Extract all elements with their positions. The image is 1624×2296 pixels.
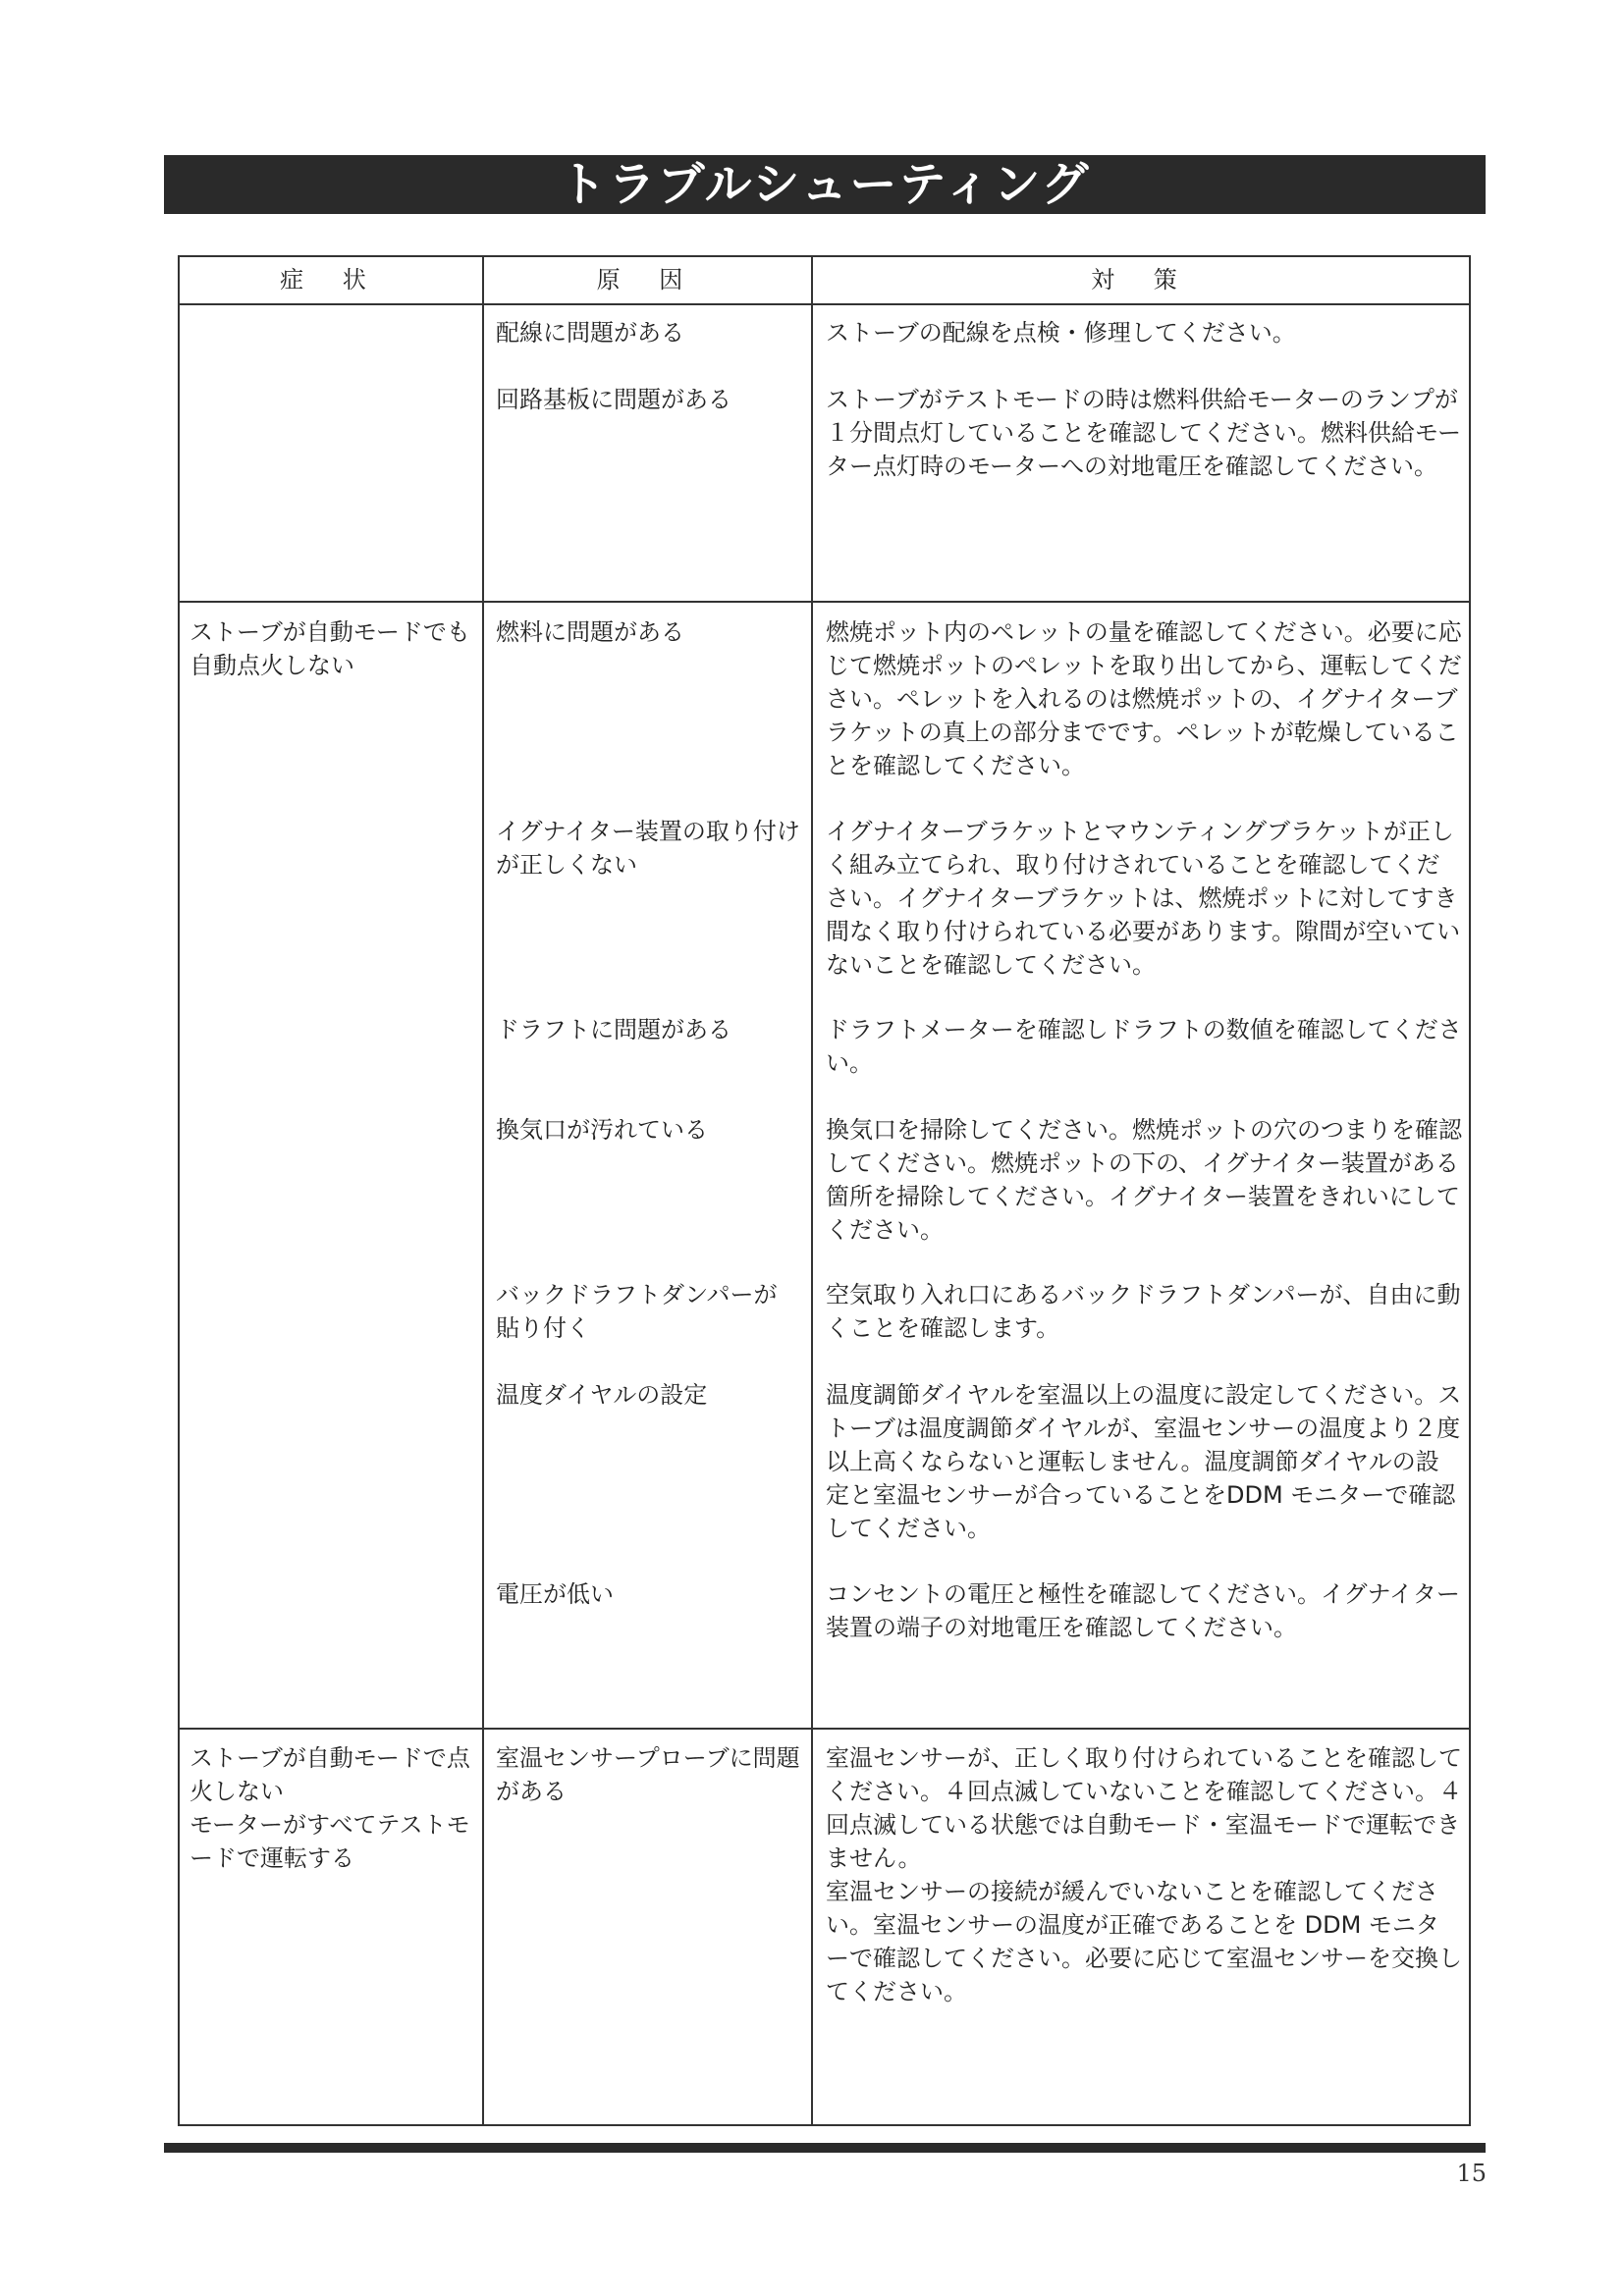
remedy-cell: 温度調節ダイヤルを室温以上の温度に設定してください。ストーブは温度調節ダイヤルが、室温センサーの温度より２度以上高くならないと運転しません。温度調節ダイヤルの設定と室温センサーが合っていることをDDM モニターで確認してください。: [826, 1381, 1462, 1542]
cause-cell: イグナイター装置の取り付けが正しくない: [496, 818, 800, 879]
cause-cell: 室温センサープローブに問題がある: [496, 1744, 800, 1805]
cause-cell: 温度ダイヤルの設定: [496, 1381, 708, 1409]
cause-cell: 配線に問題がある: [496, 319, 684, 347]
cause-cell: 換気口が汚れている: [496, 1116, 708, 1144]
remedy-cell: コンセントの電圧と極性を確認してください。イグナイター装置の端子の対地電圧を確認してください。: [826, 1580, 1460, 1641]
column-divider: [482, 257, 484, 2124]
row-divider: [180, 1728, 1469, 1730]
remedy-cell: 室温センサーが、正しく取り付けられていることを確認してください。４回点滅していないことを確認してください。４回点滅している状態では自動モード・室温モードで運転できません。 室温センサーの接続が緩んでいないことを確認してください。室温センサーの温度が正確であることを DDM モニターで確認してください。必要に応じて室温センサーを交換してください。: [826, 1744, 1462, 2005]
remedy-cell: ストーブの配線を点検・修理してください。: [826, 319, 1296, 347]
remedy-cell: ストーブがテストモードの時は燃料供給モーターのランプが１分間点灯していることを確認してください。燃料供給モーター点灯時のモーターへの対地電圧を確認してください。: [826, 386, 1462, 480]
header-symptom: 症 状: [280, 266, 382, 294]
column-divider: [811, 257, 813, 2124]
page-title: トラブルシューティング: [559, 157, 1091, 212]
cause-cell: 電圧が低い: [496, 1580, 614, 1608]
row-divider: [180, 601, 1469, 603]
footer-bar: [164, 2143, 1486, 2153]
cause-cell: ドラフトに問題がある: [496, 1016, 731, 1043]
remedy-cell: 燃焼ポット内のペレットの量を確認してください。必要に応じて燃焼ポットのペレットを取り出してから、運転してください。ペレットを入れるのは燃焼ポットの、イグナイターブラケットの真上の部分までです。ペレットが乾燥していることを確認してください。: [826, 618, 1462, 779]
cause-cell: バックドラフトダンパーが貼り付く: [496, 1281, 778, 1342]
remedy-cell: イグナイターブラケットとマウンティングブラケットが正しく組み立てられ、取り付けされていることを確認してください。イグナイターブラケットは、燃焼ポットに対してすき間なく取り付けられている必要があります。隙間が空いていないことを確認してください。: [826, 818, 1461, 979]
remedy-cell: ドラフトメーターを確認しドラフトの数値を確認してください。: [826, 1016, 1462, 1077]
header-remedy: 対 策: [1091, 266, 1193, 294]
symptom-cell: ストーブが自動モードでも自動点火しない: [189, 618, 470, 679]
remedy-cell: 換気口を掃除してください。燃焼ポットの穴のつまりを確認してください。燃焼ポットの下の、イグナイター装置がある箇所を掃除してください。イグナイター装置をきれいにしてください。: [826, 1116, 1462, 1244]
symptom-cell: ストーブが自動モードで点火しない モーターがすべてテストモードで運転する: [189, 1744, 470, 1872]
title-bar: [164, 155, 1486, 214]
troubleshooting-table: [178, 255, 1471, 2126]
cause-cell: 燃料に問題がある: [496, 618, 684, 646]
header-divider: [180, 303, 1469, 305]
cause-cell: 回路基板に問題がある: [496, 386, 731, 413]
header-cause: 原 因: [596, 266, 699, 294]
remedy-cell: 空気取り入れ口にあるバックドラフトダンパーが、自由に動くことを確認します。: [826, 1281, 1461, 1342]
page-number: 15: [1456, 2160, 1487, 2187]
